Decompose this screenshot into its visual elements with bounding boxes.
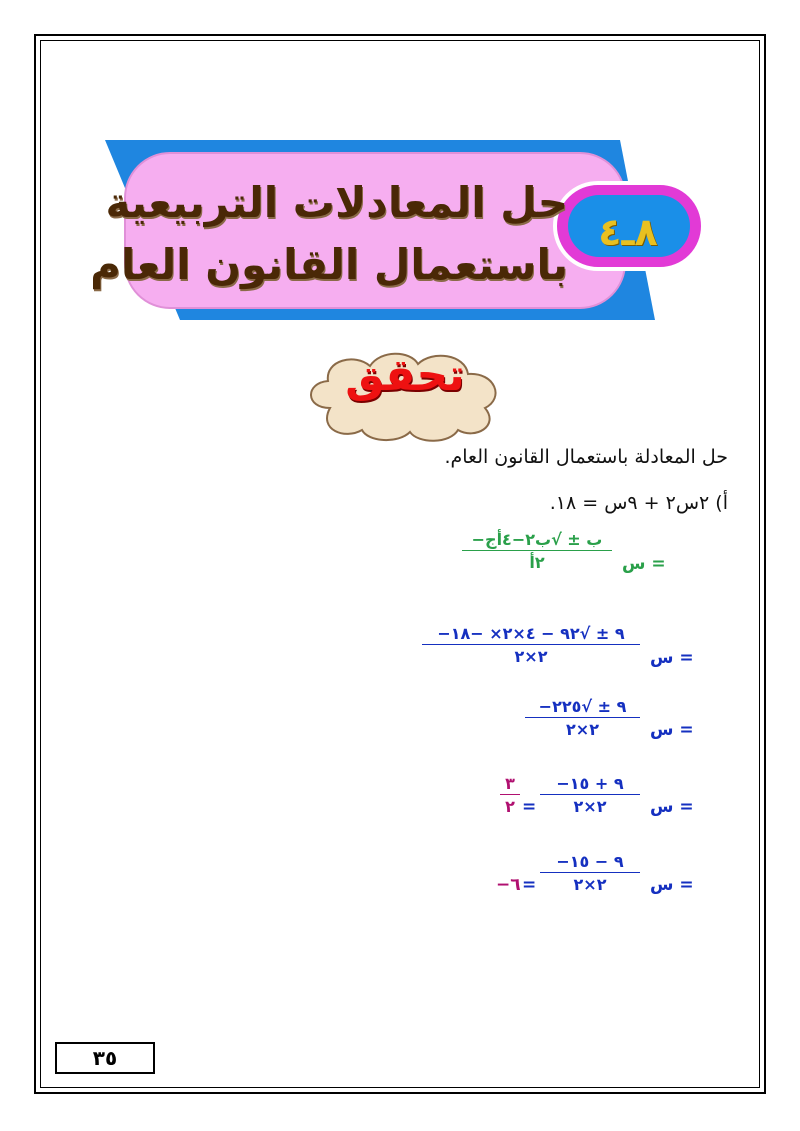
- step2-lhs: س =: [650, 720, 694, 740]
- step3-result: [500, 774, 520, 816]
- lesson-title-line2: باستعمال القانون العام: [90, 240, 568, 289]
- step3-numerator: −٩ + ١٥: [556, 774, 624, 793]
- step3-equals: =: [522, 797, 537, 817]
- step3-lhs: س =: [650, 797, 694, 817]
- step4-equals: =: [522, 875, 537, 895]
- step4-numerator: −٩ − ١٥: [556, 852, 624, 871]
- step3-denominator: ٢×٢: [540, 794, 640, 816]
- formula-denominator: ٢أ: [462, 550, 612, 572]
- page-number: ٣٥: [55, 1042, 155, 1074]
- formula-fraction: [462, 530, 612, 572]
- step2-fraction: [525, 697, 640, 739]
- check-label: تحقق: [345, 350, 465, 401]
- formula-lhs: س =: [622, 554, 666, 574]
- exercise-part-a: أ) ٢س٢ + ٩س = ١٨.: [549, 492, 728, 514]
- step3-result-denominator: ٢: [500, 794, 520, 816]
- exercise-instruction: حل المعادلة باستعمال القانون العام.: [444, 446, 728, 468]
- step2-numerator: −٩ ± √٢٢٥: [538, 697, 627, 716]
- step4-lhs: س =: [650, 875, 694, 895]
- step3-result-numerator: ٣: [505, 774, 515, 793]
- step3-fraction: [540, 774, 640, 816]
- step4-fraction: [540, 852, 640, 894]
- step4-denominator: ٢×٢: [540, 872, 640, 894]
- step1-fraction: [422, 624, 640, 666]
- lesson-title-line1: حل المعادلات التربيعية: [105, 178, 568, 227]
- formula-numerator: −ب ± √ب٢−٤أج: [471, 530, 603, 549]
- step1-numerator: −٩ ± √٩٢ − ٤×٢× −١٨: [437, 624, 625, 643]
- step4-result: −٦: [496, 875, 521, 895]
- step1-lhs: س =: [650, 648, 694, 668]
- lesson-number: ٨ـ٤: [598, 210, 658, 254]
- step2-denominator: ٢×٢: [525, 717, 640, 739]
- step1-denominator: ٢×٢: [422, 644, 640, 666]
